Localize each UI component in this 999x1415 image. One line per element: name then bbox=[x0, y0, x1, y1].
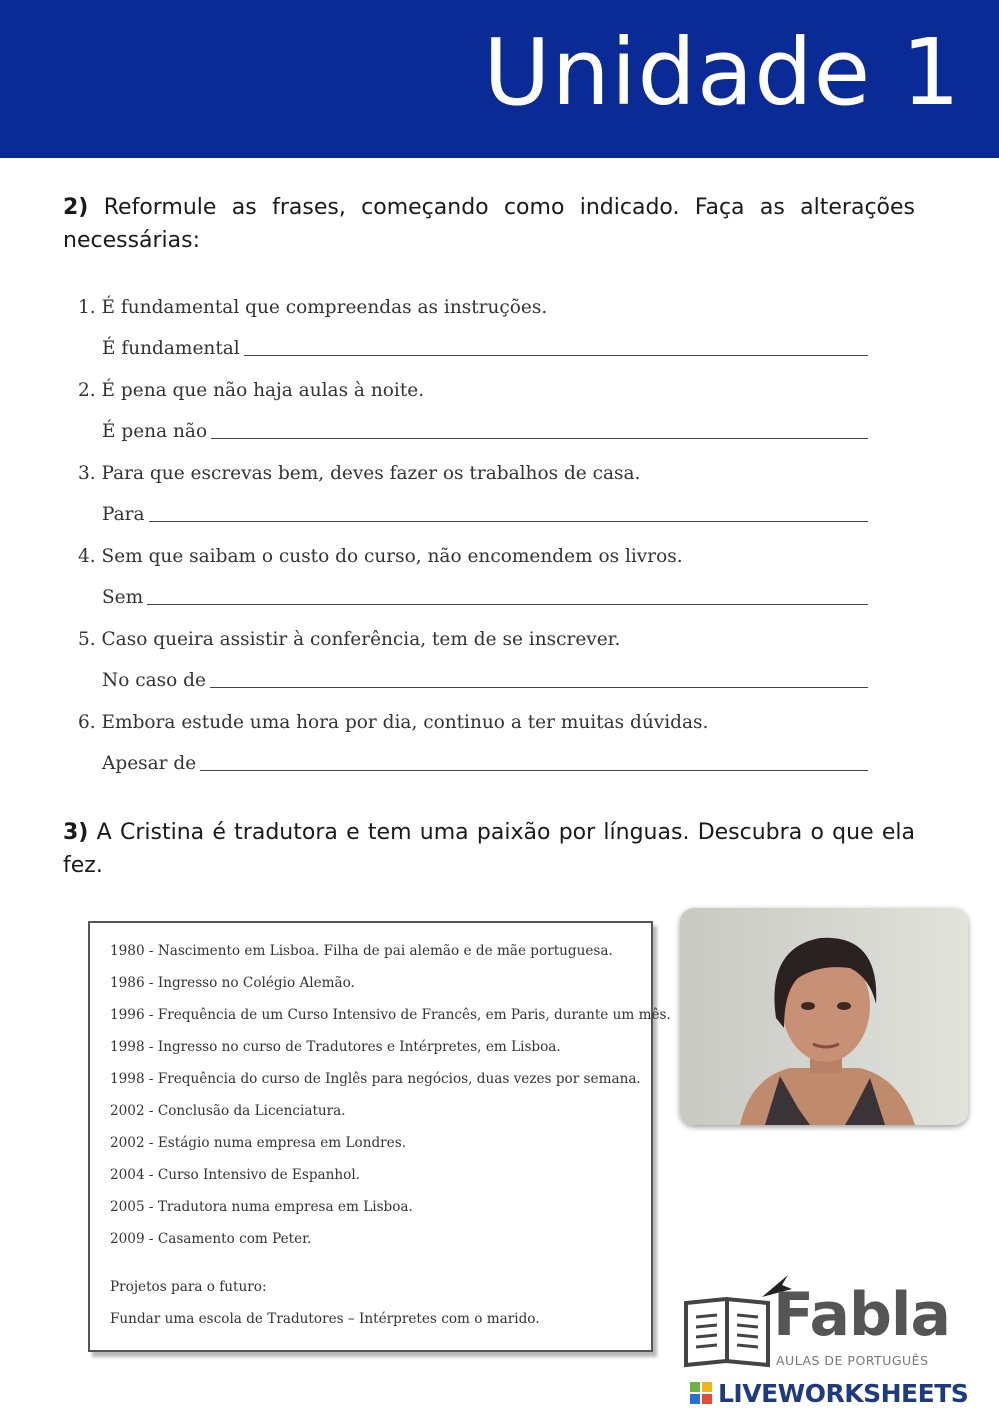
sentence-2: 2. É pena que não haja aulas à noite. bbox=[78, 379, 425, 401]
answer-prompt-6: Apesar de bbox=[102, 753, 197, 774]
future-text: Fundar uma escola de Tradutores – Intérpretes com o marido. bbox=[110, 1311, 540, 1327]
header-banner bbox=[0, 0, 999, 158]
timeline-item: 1980 - Nascimento em Lisboa. Filha de pai alemão e de mãe portuguesa. bbox=[110, 943, 613, 959]
sentence-3: 3. Para que escrevas bem, deves fazer os trabalhos de casa. bbox=[78, 462, 641, 484]
answer-blank-4[interactable] bbox=[147, 603, 868, 605]
answer-line-2 bbox=[78, 407, 868, 449]
timeline-item: 2005 - Tradutora numa empresa em Lisboa. bbox=[110, 1199, 413, 1215]
sentence-6: 6. Embora estude uma hora por dia, continuo a ter muitas dúvidas. bbox=[78, 711, 709, 733]
answer-line-4 bbox=[78, 573, 868, 615]
timeline-item: 2002 - Conclusão da Licenciatura. bbox=[110, 1103, 346, 1119]
sentence-5: 5. Caso queira assistir à conferência, tem de se inscrever. bbox=[78, 628, 621, 650]
answer-line-6 bbox=[78, 739, 868, 781]
answer-blank-5[interactable] bbox=[210, 686, 868, 688]
timeline-item: 1998 - Frequência do curso de Inglês para negócios, duas vezes por semana. bbox=[110, 1071, 641, 1087]
fabla-logo-subtitle: AULAS DE PORTUGUÊS bbox=[776, 1353, 929, 1368]
exercise3-text: A Cristina é tradutora e tem uma paixão por línguas. Descubra o que ela fez. bbox=[63, 820, 916, 878]
sentence-1: 1. É fundamental que compreendas as instruções. bbox=[78, 296, 548, 318]
exercise2-text: Reformule as frases, começando como indicado. Faça as alterações necessárias: bbox=[63, 195, 915, 253]
future-label: Projetos para o futuro: bbox=[110, 1279, 267, 1295]
exercise3-number: 3) bbox=[63, 820, 89, 845]
liveworksheets-brand bbox=[690, 1377, 968, 1409]
timeline-item: 1986 - Ingresso no Colégio Alemão. bbox=[110, 975, 355, 991]
fabla-logo-text: Fabla bbox=[773, 1280, 950, 1350]
answer-prompt-2: É pena não bbox=[102, 421, 208, 442]
cristina-photo bbox=[680, 908, 968, 1125]
timeline-item: 2009 - Casamento com Peter. bbox=[110, 1231, 312, 1247]
liveworksheets-text: LIVEWORKSHEETS bbox=[718, 1378, 969, 1408]
answer-prompt-3: Para bbox=[102, 504, 145, 525]
answer-blank-3[interactable] bbox=[149, 520, 868, 522]
exercise2-instruction bbox=[63, 191, 915, 257]
timeline-item: 1996 - Frequência de um Curso Intensivo de Francês, em Paris, durante um mês. bbox=[110, 1007, 671, 1023]
exercise2-list bbox=[78, 282, 868, 780]
page-title: Unidade 1 bbox=[483, 19, 961, 126]
answer-blank-6[interactable] bbox=[200, 769, 868, 771]
exercise3-instruction bbox=[63, 816, 915, 882]
sentence-4: 4. Sem que saibam o custo do curso, não encomendem os livros. bbox=[78, 545, 683, 567]
timeline-item: 2002 - Estágio numa empresa em Londres. bbox=[110, 1135, 407, 1151]
answer-line-3 bbox=[78, 490, 868, 532]
exercise2-number: 2) bbox=[63, 195, 89, 220]
answer-line-1 bbox=[78, 324, 868, 366]
answer-blank-1[interactable] bbox=[244, 354, 868, 356]
timeline-box bbox=[88, 921, 671, 1352]
liveworksheets-icon bbox=[690, 1382, 712, 1404]
timeline-item: 2004 - Curso Intensivo de Espanhol. bbox=[110, 1167, 360, 1183]
answer-prompt-4: Sem bbox=[102, 587, 144, 608]
answer-prompt-5: No caso de bbox=[102, 670, 206, 691]
answer-line-5 bbox=[78, 656, 868, 698]
answer-prompt-1: É fundamental bbox=[102, 338, 240, 359]
answer-blank-2[interactable] bbox=[211, 437, 868, 439]
timeline-item: 1998 - Ingresso no curso de Tradutores e Intérpretes, em Lisboa. bbox=[110, 1039, 561, 1055]
